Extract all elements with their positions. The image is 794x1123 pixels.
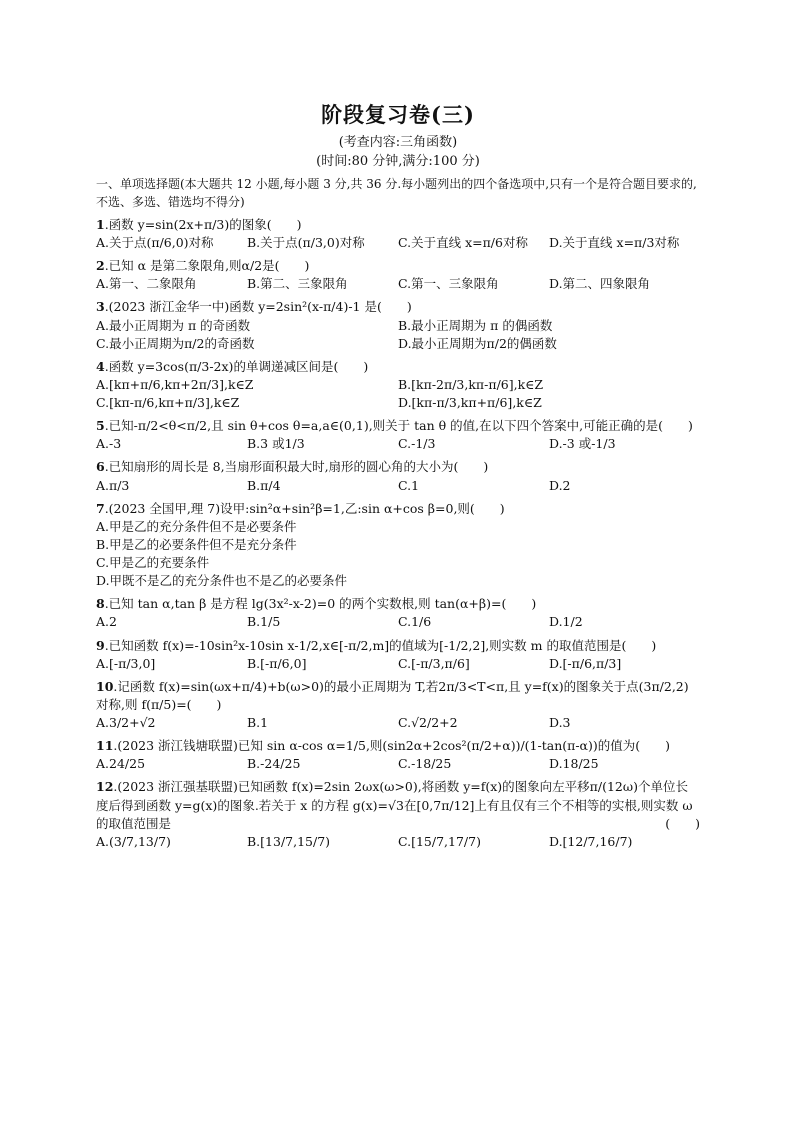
option-d: D.[kπ-π/3,kπ+π/6],k∈Z (398, 395, 542, 411)
option-d: D.甲既不是乙的充分条件也不是乙的必要条件 (96, 573, 348, 589)
option-c: C.第一、三象限角 (398, 276, 499, 292)
option-d: D.18/25 (549, 756, 599, 772)
option-c: C.关于直线 x=π/6对称 (398, 235, 528, 251)
option-c: C.√2/2+2 (398, 715, 458, 731)
option-a: A.2 (96, 614, 117, 630)
option-b: B.甲是乙的必要条件但不是充分条件 (96, 536, 297, 552)
option-a: A.3/2+√2 (96, 715, 156, 731)
question-number: 12 (96, 779, 114, 795)
option-b: B.π/4 (247, 477, 281, 493)
option-list (96, 317, 700, 353)
time-score: (时间:80 分钟,满分:100 分) (316, 154, 480, 170)
option-list (96, 518, 700, 591)
question-text: .(2023 全国甲,理 7)设甲:sin²α+sin²β=1,乙:sin α+cos β=0,则( ) (104, 500, 505, 516)
question-text: .已知扇形的周长是 8,当扇形面积最大时,扇形的圆心角的大小为( ) (104, 459, 489, 475)
question-number: 7 (96, 500, 105, 516)
question-5 (96, 417, 700, 453)
question-number: 10 (96, 678, 114, 694)
question-text: .已知 α 是第二象限角,则α/2是( ) (104, 258, 310, 274)
page-title: 阶段复习卷(三) (321, 102, 475, 127)
option-b: B.[13/7,15/7) (247, 833, 331, 849)
option-b: B.最小正周期为 π 的偶函数 (398, 317, 553, 333)
question-10 (96, 678, 700, 732)
option-c: C.1 (398, 477, 420, 493)
option-c: C.[-π/3,π/6] (398, 655, 470, 671)
question-number: 1 (96, 216, 105, 232)
question-stem (96, 257, 700, 275)
question-text: .(2023 浙江强基联盟)已知函数 f(x)=2sin 2ωx(ω>0),将函数 y=f(x)的图象向左平移π/(12ω)个单位长度后得到函数 y=g(x)的图象.若关于 x 的方程 g(x)=√3在[0,7π/12]上有且仅有三个不相等的实根,则实数 ω 的取值范围是 (96, 779, 693, 831)
question-text: .函数 y=3cos(π/3-2x)的单调递减区间是( ) (104, 358, 369, 374)
question-3 (96, 298, 700, 352)
option-d: D.2 (549, 477, 571, 493)
question-number: 2 (96, 258, 105, 274)
section-instructions: 一、单项选择题(本大题共 12 小题,每小题 3 分,共 36 分.每小题列出的四个备选项中,只有一个是符合题目要求的,不选、多选、错选均不得分) (96, 177, 697, 209)
option-list (96, 755, 700, 773)
option-a: A.[-π/3,0] (96, 655, 156, 671)
question-number: 4 (96, 358, 105, 374)
option-d: D.1/2 (549, 614, 583, 630)
question-8 (96, 595, 700, 631)
option-list (96, 234, 700, 252)
option-a: A.最小正周期为 π 的奇函数 (96, 317, 251, 333)
question-number: 9 (96, 637, 105, 653)
question-text: .(2023 浙江钱塘联盟)已知 sin α-cos α=1/5,则(sin2α+2cos²(π/2+α))/(1-tan(π-α))的值为( ) (113, 738, 671, 754)
option-a: A.(3/7,13/7) (96, 833, 171, 849)
option-c: C.最小正周期为π/2的奇函数 (96, 335, 255, 351)
option-c: C.甲是乙的充要条件 (96, 555, 210, 571)
option-c: C.[kπ-π/6,kπ+π/3],k∈Z (96, 395, 240, 411)
option-d: D.3 (549, 715, 571, 731)
option-b: B.[kπ-2π/3,kπ-π/6],k∈Z (398, 376, 544, 392)
option-list (96, 714, 700, 732)
question-6 (96, 458, 700, 494)
question-number: 11 (96, 738, 114, 754)
question-stem (96, 458, 700, 476)
question-1 (96, 216, 700, 252)
option-list (96, 613, 700, 631)
option-d: D.[-π/6,π/3] (549, 655, 622, 671)
question-list (96, 216, 700, 851)
question-number: 6 (96, 459, 105, 475)
question-stem (96, 500, 700, 518)
option-a: A.关于点(π/6,0)对称 (96, 235, 214, 251)
option-list (96, 833, 700, 851)
content-scope: (考查内容:三角函数) (338, 135, 458, 151)
question-stem (96, 216, 700, 234)
option-a: A.[kπ+π/6,kπ+2π/3],k∈Z (96, 376, 254, 392)
exam-page (96, 100, 700, 851)
option-a: A.-3 (96, 436, 122, 452)
question-7 (96, 500, 700, 591)
option-b: B.[-π/6,0] (247, 655, 307, 671)
question-stem (96, 358, 700, 376)
question-text: .已知-π/2<θ<π/2,且 sin θ+cos θ=a,a∈(0,1),则关于 tan θ 的值,在以下四个答案中,可能正确的是( ) (104, 418, 693, 434)
question-number: 3 (96, 299, 105, 315)
option-c: C.-1/3 (398, 436, 436, 452)
question-stem (96, 678, 700, 714)
option-d: D.-3 或-1/3 (549, 436, 616, 452)
question-text: .已知 tan α,tan β 是方程 lg(3x²-x-2)=0 的两个实数根,则 tan(α+β)=( ) (104, 596, 537, 612)
question-4 (96, 358, 700, 412)
option-b: B.3 或1/3 (247, 436, 305, 452)
question-number: 5 (96, 418, 105, 434)
option-c: C.-18/25 (398, 756, 452, 772)
question-12 (96, 778, 700, 851)
option-b: B.关于点(π/3,0)对称 (247, 235, 365, 251)
question-text: .函数 y=sin(2x+π/3)的图象( ) (104, 216, 302, 232)
option-a: A.24/25 (96, 756, 146, 772)
question-stem (96, 778, 700, 832)
question-stem (96, 298, 700, 316)
question-text: .记函数 f(x)=sin(ωx+π/4)+b(ω>0)的最小正周期为 T,若2π/3<T<π,且 y=f(x)的图象关于点(3π/2,2)对称,则 f(π/5)=( ) (96, 678, 689, 712)
option-list (96, 275, 700, 293)
option-a: A.第一、二象限角 (96, 276, 197, 292)
option-b: B.-24/25 (247, 756, 301, 772)
question-text: .已知函数 f(x)=-10sin²x-10sin x-1/2,x∈[-π/2,m]的值域为[-1/2,2],则实数 m 的取值范围是( ) (104, 637, 657, 653)
answer-blank: ( ) (665, 815, 700, 831)
question-stem (96, 637, 700, 655)
question-stem (96, 417, 700, 435)
option-b: B.1 (247, 715, 269, 731)
question-text: .(2023 浙江金华一中)函数 y=2sin²(x-π/4)-1 是( ) (104, 299, 412, 315)
question-9 (96, 637, 700, 673)
option-d: D.第二、四象限角 (549, 276, 651, 292)
option-list (96, 655, 700, 673)
option-c: C.1/6 (398, 614, 432, 630)
option-a: A.π/3 (96, 477, 130, 493)
question-2 (96, 257, 700, 293)
option-d: D.[12/7,16/7) (549, 833, 633, 849)
question-number: 8 (96, 596, 105, 612)
question-11 (96, 737, 700, 773)
question-stem (96, 595, 700, 613)
option-list (96, 435, 700, 453)
option-list (96, 477, 700, 495)
option-b: B.1/5 (247, 614, 281, 630)
option-list (96, 376, 700, 412)
option-a: A.甲是乙的充分条件但不是必要条件 (96, 518, 297, 534)
question-stem (96, 737, 700, 755)
option-b: B.第二、三象限角 (247, 276, 348, 292)
option-d: D.关于直线 x=π/3对称 (549, 235, 680, 251)
option-d: D.最小正周期为π/2的偶函数 (398, 335, 557, 351)
option-c: C.[15/7,17/7) (398, 833, 481, 849)
